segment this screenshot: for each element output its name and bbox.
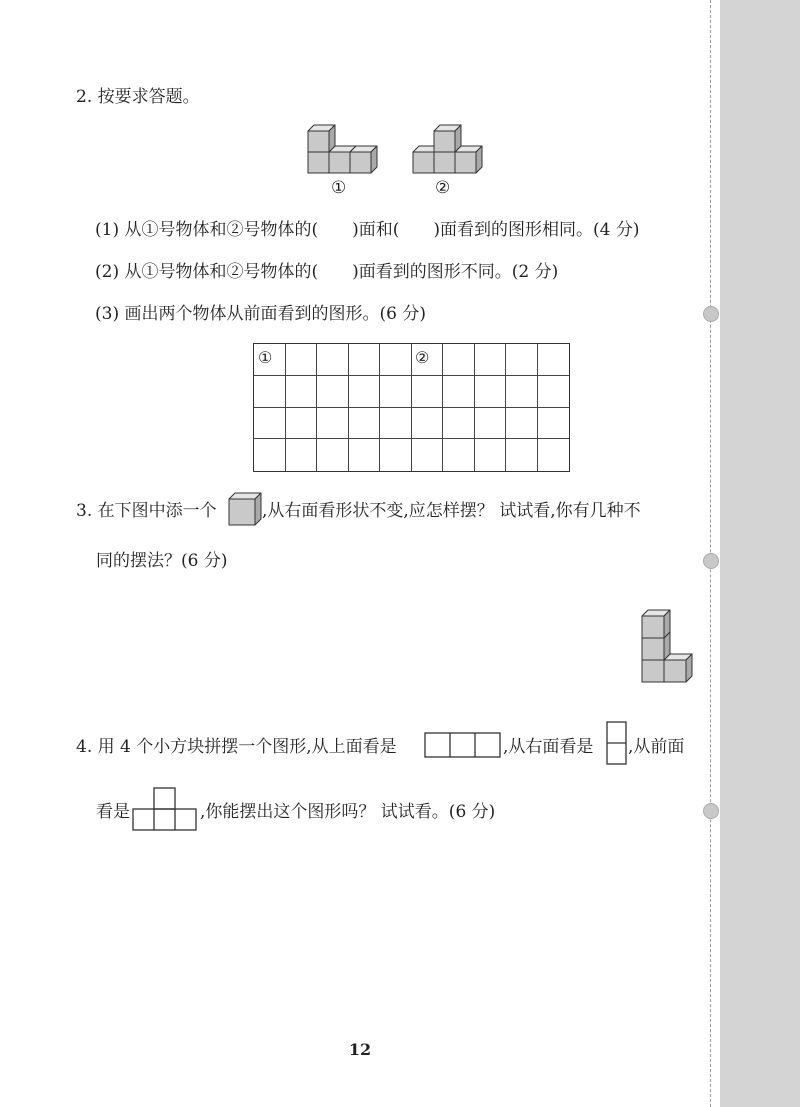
cube-face [350, 152, 371, 173]
grid-cell[interactable] [286, 439, 318, 471]
cube-face [329, 152, 350, 173]
grid-cell[interactable] [317, 439, 349, 471]
figure-1-label: ① [331, 178, 347, 198]
grid-cell[interactable] [412, 408, 444, 440]
grid-cell[interactable] [380, 439, 412, 471]
grid-cell[interactable] [380, 376, 412, 408]
grid-cell[interactable] [349, 376, 381, 408]
grid-cell[interactable] [538, 439, 570, 471]
grid-cell[interactable] [254, 408, 286, 440]
cube-face [308, 152, 329, 173]
grid-cell[interactable] [380, 344, 412, 376]
grid-cell[interactable] [317, 344, 349, 376]
grid-cell[interactable] [538, 344, 570, 376]
cube-face [642, 660, 664, 682]
grid-cell[interactable] [506, 439, 538, 471]
cube-face [455, 152, 476, 173]
figure-1-cubes [300, 118, 390, 178]
grid-cell[interactable] [286, 376, 318, 408]
grid-cell[interactable] [443, 408, 475, 440]
figure-3-cubes [640, 605, 700, 685]
grid-cell[interactable] [349, 344, 381, 376]
grid-cell[interactable] [349, 439, 381, 471]
cube-face [308, 131, 329, 152]
q4-line1-suffix: ,从前面 [628, 737, 685, 757]
grid-cell[interactable] [254, 376, 286, 408]
grid-cell[interactable] [506, 408, 538, 440]
grid-cell[interactable] [412, 439, 444, 471]
q3-line1-suffix: ,从右面看形状不变,应怎样摆？ 试试看,你有几种不 [262, 501, 641, 521]
cube-face [255, 493, 261, 525]
page-number: 12 [348, 1040, 372, 1059]
grid-cell[interactable] [254, 439, 286, 471]
q2-sub1: (1) 从①号物体和②号物体的( )面和( )面看到的图形相同。(4 分) [95, 220, 640, 240]
grid-label-2: ② [415, 348, 430, 367]
grid-label-1: ① [258, 348, 273, 367]
right-view-icon [605, 720, 629, 766]
top-view-icon [424, 731, 502, 759]
grid-cell[interactable] [443, 376, 475, 408]
figure-2-label: ② [435, 178, 451, 198]
q3-line1-prefix: 3. 在下图中添一个 [76, 501, 217, 521]
binding-hole [703, 306, 719, 322]
q4-line2-suffix: ,你能摆出这个图形吗？ 试试看。(6 分) [200, 802, 496, 822]
grid-cell[interactable] [380, 408, 412, 440]
grid-cell[interactable] [286, 408, 318, 440]
grid-cell[interactable] [475, 344, 507, 376]
front-view-icon [130, 786, 200, 832]
cube-face [642, 616, 664, 638]
grid-cell[interactable] [349, 408, 381, 440]
q4-line1-prefix: 4. 用 4 个小方块拼摆一个图形,从上面看是 [76, 737, 397, 757]
cube-face [642, 638, 664, 660]
single-cube-icon [227, 491, 263, 527]
binding-margin [720, 0, 800, 1107]
grid-cell[interactable] [506, 344, 538, 376]
grid-cell[interactable] [538, 376, 570, 408]
grid-cell[interactable] [506, 376, 538, 408]
grid-cell[interactable] [443, 344, 475, 376]
q3-line2: 同的摆法？(6 分) [96, 551, 228, 571]
q2-title: 2. 按要求答题。 [76, 87, 200, 107]
grid-cell[interactable] [538, 408, 570, 440]
grid-cell[interactable] [317, 376, 349, 408]
grid-cell[interactable] [475, 439, 507, 471]
cube-face [413, 152, 434, 173]
grid-cell[interactable] [412, 376, 444, 408]
cube-face [434, 152, 455, 173]
cube-face [434, 131, 455, 152]
grid-cell[interactable] [317, 408, 349, 440]
q4-line1-mid: ,从右面看是 [503, 737, 594, 757]
grid-cell[interactable] [443, 439, 475, 471]
cube-face [229, 499, 255, 525]
q2-sub2: (2) 从①号物体和②号物体的( )面看到的图形不同。(2 分) [95, 262, 559, 282]
grid-cell[interactable] [286, 344, 318, 376]
cube-face [664, 660, 686, 682]
grid-cell[interactable] [475, 408, 507, 440]
grid-cell[interactable] [475, 376, 507, 408]
binding-hole [703, 803, 719, 819]
answer-grid[interactable] [253, 343, 570, 472]
q2-sub3: (3) 画出两个物体从前面看到的图形。(6 分) [95, 304, 426, 324]
figure-2-cubes [405, 118, 495, 178]
q4-line2-prefix: 看是 [96, 802, 130, 822]
binding-hole [703, 553, 719, 569]
